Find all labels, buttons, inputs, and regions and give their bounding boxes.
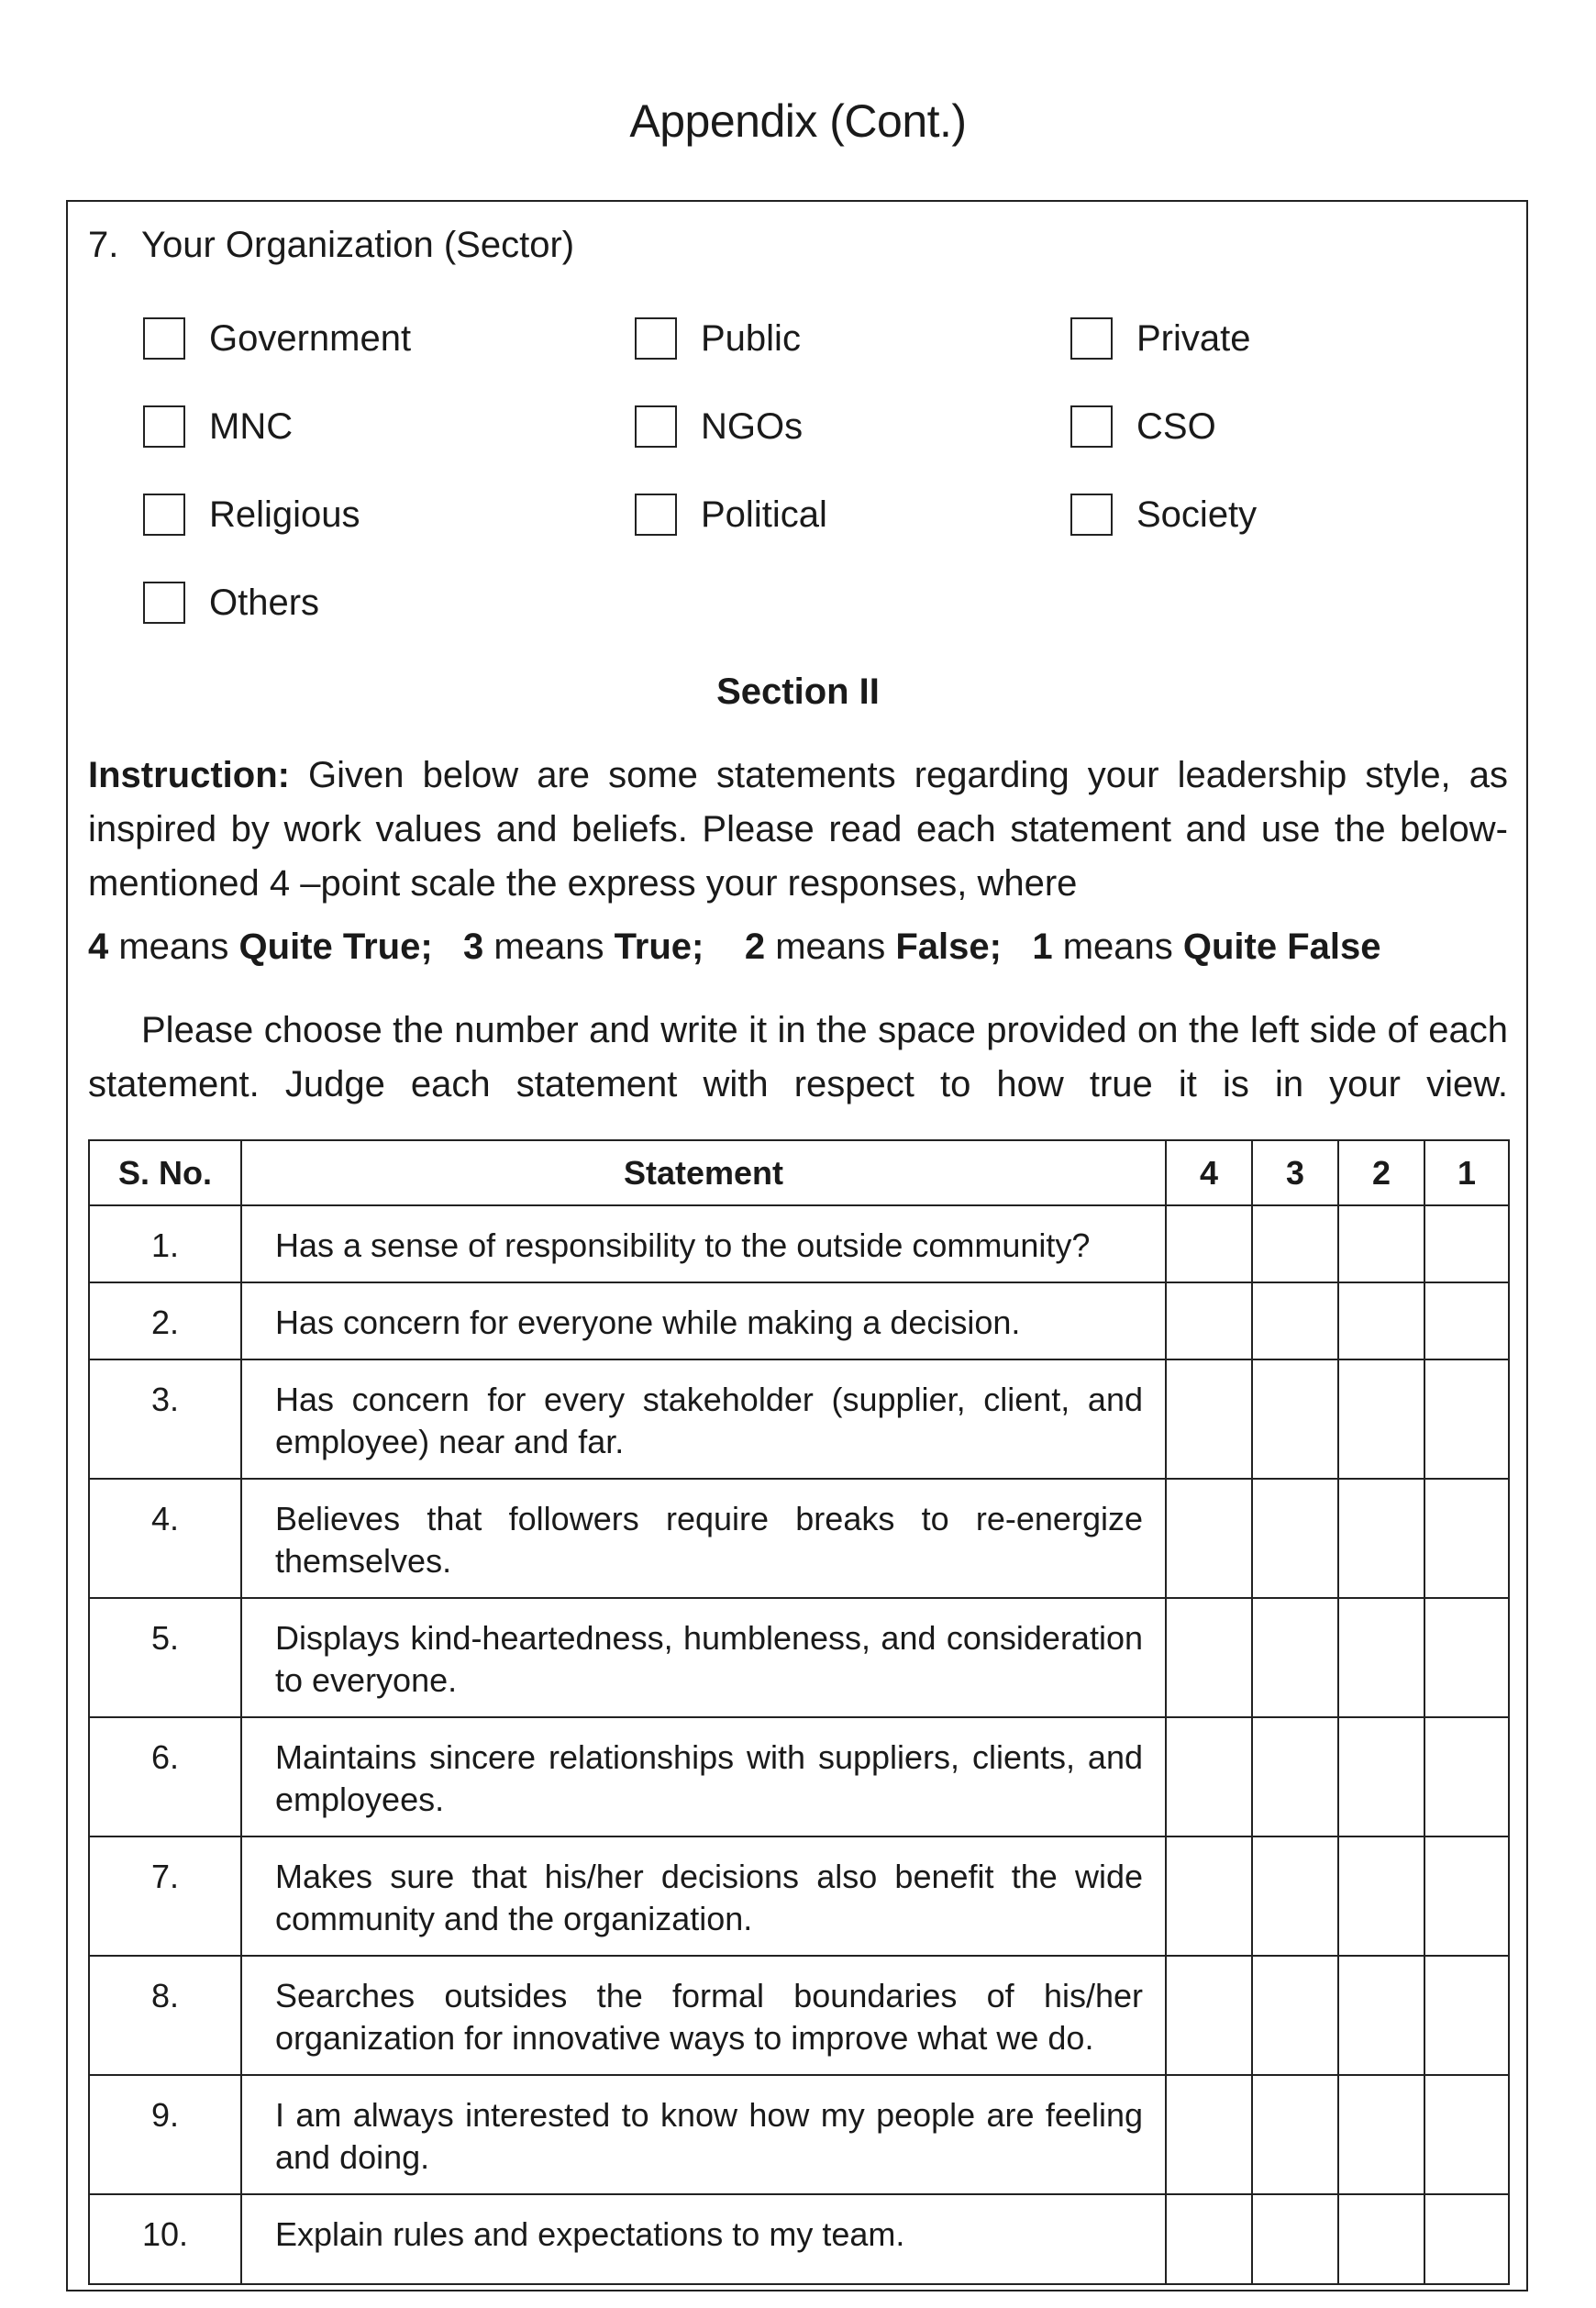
- rating-cell-4[interactable]: [1166, 1282, 1252, 1359]
- table-row: [89, 1359, 1509, 1479]
- checkbox[interactable]: [143, 582, 185, 624]
- rating-cell-2[interactable]: [1338, 1479, 1424, 1598]
- scale-number: 3: [463, 927, 484, 967]
- header-rating-2: 2: [1338, 1140, 1424, 1205]
- rating-cell-4[interactable]: [1166, 1717, 1252, 1836]
- rating-cell-2[interactable]: [1338, 1956, 1424, 2075]
- option-label: Private: [1136, 318, 1251, 359]
- rating-cell-3[interactable]: [1252, 1282, 1338, 1359]
- rating-cell-1[interactable]: [1424, 1205, 1509, 1282]
- row-statement: Has concern for everyone while making a decision.: [241, 1282, 1166, 1359]
- row-number: 3.: [89, 1359, 241, 1479]
- table-row: [89, 1956, 1509, 2075]
- rating-cell-2[interactable]: [1338, 1205, 1424, 1282]
- table-header-row: [89, 1140, 1509, 1205]
- checkbox[interactable]: [635, 494, 677, 536]
- scale-number: 4: [88, 927, 109, 967]
- question-7: [88, 225, 574, 266]
- rating-cell-1[interactable]: [1424, 2194, 1509, 2284]
- scale-means: means: [108, 927, 239, 967]
- rating-cell-4[interactable]: [1166, 1359, 1252, 1479]
- table-row: [89, 2075, 1509, 2194]
- row-number: 10.: [89, 2194, 241, 2284]
- instruction-text: Given below are some statements regarding your leadership style, as inspired by work values and beliefs. Please read each statement and use the below-mentioned 4 –point scale the express your responses, where: [88, 755, 1508, 904]
- rating-cell-2[interactable]: [1338, 1598, 1424, 1717]
- table-row: [89, 1598, 1509, 1717]
- table-row: [89, 1205, 1509, 1282]
- section-title: Section II: [716, 671, 880, 712]
- table-row: [89, 2194, 1509, 2284]
- question-number: 7.: [88, 225, 119, 265]
- rating-scale: [88, 927, 1508, 968]
- rating-cell-2[interactable]: [1338, 1359, 1424, 1479]
- rating-cell-1[interactable]: [1424, 1479, 1509, 1598]
- checkbox[interactable]: [635, 405, 677, 448]
- checkbox[interactable]: [143, 317, 185, 360]
- checkbox[interactable]: [1070, 317, 1113, 360]
- option-label: Public: [701, 318, 801, 359]
- rating-cell-2[interactable]: [1338, 2075, 1424, 2194]
- scale-number: 2: [744, 927, 766, 967]
- option-label: Religious: [209, 494, 360, 535]
- rating-cell-3[interactable]: [1252, 1479, 1338, 1598]
- option-label: Government: [209, 318, 412, 359]
- rating-cell-2[interactable]: [1338, 2194, 1424, 2284]
- row-number: 4.: [89, 1479, 241, 1598]
- rating-cell-3[interactable]: [1252, 1598, 1338, 1717]
- rating-cell-2[interactable]: [1338, 1836, 1424, 1956]
- option-label: Society: [1136, 494, 1258, 535]
- rating-cell-4[interactable]: [1166, 1598, 1252, 1717]
- header-sno: S. No.: [89, 1140, 241, 1205]
- scale-means: means: [1052, 927, 1183, 967]
- row-statement: Has a sense of responsibility to the outside community?: [241, 1205, 1166, 1282]
- option-label: Political: [701, 494, 827, 535]
- statements-table: [88, 1139, 1510, 2285]
- header-rating-1: 1: [1424, 1140, 1509, 1205]
- rating-cell-4[interactable]: [1166, 1205, 1252, 1282]
- row-statement: Displays kind-heartedness, humbleness, and consideration to everyone.: [241, 1598, 1166, 1717]
- rating-cell-3[interactable]: [1252, 1359, 1338, 1479]
- checkbox[interactable]: [143, 494, 185, 536]
- scale-means: means: [483, 927, 615, 967]
- rating-cell-3[interactable]: [1252, 1956, 1338, 2075]
- rating-cell-3[interactable]: [1252, 1717, 1338, 1836]
- rating-cell-2[interactable]: [1338, 1717, 1424, 1836]
- row-statement: I am always interested to know how my people are feeling and doing.: [241, 2075, 1166, 2194]
- header-rating-4: 4: [1166, 1140, 1252, 1205]
- row-statement: Searches outsides the formal boundaries of his/her organization for innovative ways to improve what we do.: [241, 1956, 1166, 2075]
- header-rating-3: 3: [1252, 1140, 1338, 1205]
- rating-cell-1[interactable]: [1424, 1836, 1509, 1956]
- rating-cell-1[interactable]: [1424, 1598, 1509, 1717]
- scale-label: True;: [614, 927, 704, 967]
- row-number: 8.: [89, 1956, 241, 2075]
- row-number: 6.: [89, 1717, 241, 1836]
- rating-cell-3[interactable]: [1252, 2194, 1338, 2284]
- row-number: 7.: [89, 1836, 241, 1956]
- instruction-paragraph: [88, 749, 1508, 911]
- row-statement: Makes sure that his/her decisions also benefit the wide community and the organization.: [241, 1836, 1166, 1956]
- checkbox[interactable]: [1070, 494, 1113, 536]
- scale-number: 1: [1032, 927, 1053, 967]
- row-statement: Has concern for every stakeholder (supplier, client, and employee) near and far.: [241, 1359, 1166, 1479]
- row-number: 2.: [89, 1282, 241, 1359]
- rating-cell-4[interactable]: [1166, 2075, 1252, 2194]
- rating-cell-3[interactable]: [1252, 1205, 1338, 1282]
- rating-cell-1[interactable]: [1424, 2075, 1509, 2194]
- row-statement: Believes that followers require breaks to re-energize themselves.: [241, 1479, 1166, 1598]
- checkbox[interactable]: [1070, 405, 1113, 448]
- row-number: 9.: [89, 2075, 241, 2194]
- scale-label: Quite True;: [238, 927, 433, 967]
- row-number: 5.: [89, 1598, 241, 1717]
- scale-means: means: [765, 927, 896, 967]
- option-label: Others: [209, 583, 320, 623]
- rating-cell-1[interactable]: [1424, 1717, 1509, 1836]
- option-label: NGOs: [701, 406, 804, 447]
- instruction-label: Instruction:: [88, 755, 290, 795]
- rating-cell-4[interactable]: [1166, 1479, 1252, 1598]
- rating-cell-4[interactable]: [1166, 1836, 1252, 1956]
- rating-cell-1[interactable]: [1424, 1956, 1509, 2075]
- question-label: Your Organization (Sector): [141, 225, 575, 265]
- rating-cell-3[interactable]: [1252, 1836, 1338, 1956]
- table-row: [89, 1836, 1509, 1956]
- row-statement: Maintains sincere relationships with suppliers, clients, and employees.: [241, 1717, 1166, 1836]
- rating-cell-4[interactable]: [1166, 2194, 1252, 2284]
- rating-cell-4[interactable]: [1166, 1956, 1252, 2075]
- header-statement: Statement: [241, 1140, 1166, 1205]
- option-label: MNC: [209, 406, 294, 447]
- row-statement: Explain rules and expectations to my team.: [241, 2194, 1166, 2284]
- scale-label: False;: [895, 927, 1002, 967]
- checkbox[interactable]: [143, 405, 185, 448]
- rating-cell-1[interactable]: [1424, 1282, 1509, 1359]
- table-row: [89, 1479, 1509, 1598]
- scale-label: Quite False: [1182, 927, 1381, 967]
- table-row: [89, 1282, 1509, 1359]
- rating-cell-1[interactable]: [1424, 1359, 1509, 1479]
- note-paragraph: Please choose the number and write it in the space provided on the left side of each statement. Judge each statement with respect to how true it is in your view.: [88, 1010, 1508, 1104]
- option-label: CSO: [1136, 406, 1216, 447]
- checkbox[interactable]: [635, 317, 677, 360]
- page-title: Appendix (Cont.): [629, 95, 967, 147]
- table-row: [89, 1717, 1509, 1836]
- row-number: 1.: [89, 1205, 241, 1282]
- rating-cell-2[interactable]: [1338, 1282, 1424, 1359]
- rating-cell-3[interactable]: [1252, 2075, 1338, 2194]
